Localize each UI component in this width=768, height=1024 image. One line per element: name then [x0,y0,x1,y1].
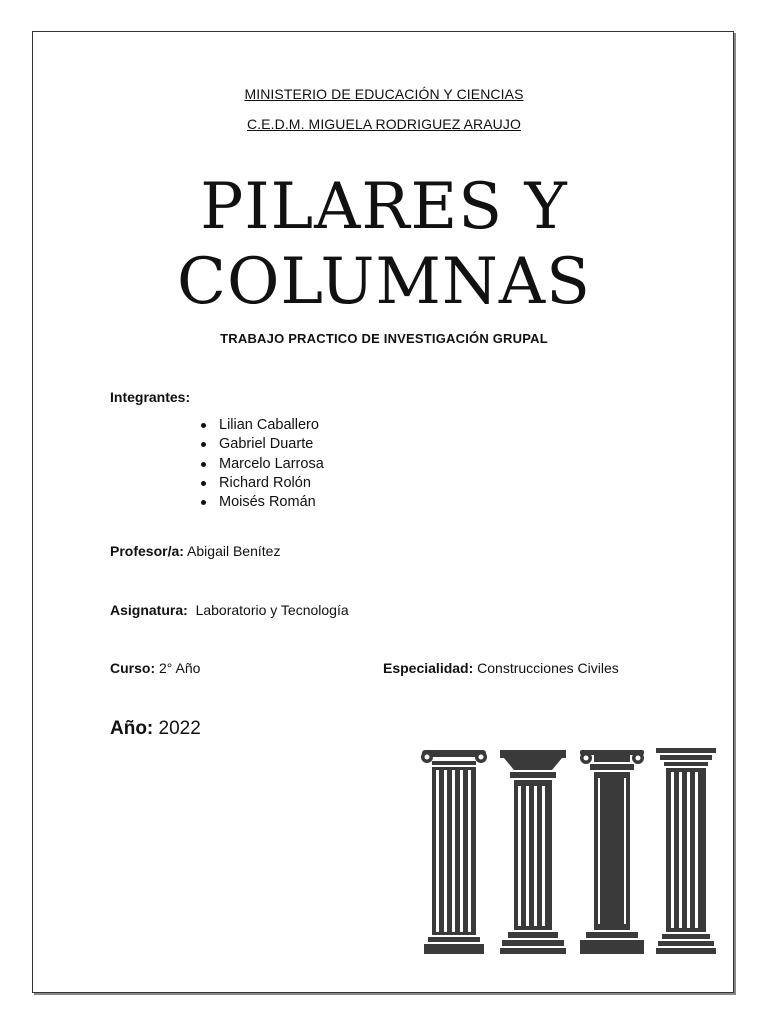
tuscan-column-icon [656,748,716,954]
specialty-value: Construcciones Civiles [477,660,619,676]
member-item [200,455,324,474]
member-name: Marcelo Larrosa [219,455,324,472]
bullet-icon [201,481,206,486]
subject-label: Asignatura: [110,602,188,618]
teacher-label: Profesor/a: [110,543,184,559]
member-item [200,435,324,454]
subject-value: Laboratorio y Tecnología [195,602,349,618]
member-item [200,416,324,435]
year-label: Año: [110,718,154,739]
teacher-value: Abigail Benítez [187,543,281,559]
member-name: Lilian Caballero [219,417,319,433]
member-name: Richard Rolón [219,474,311,491]
specialty-label: Especialidad: [383,660,474,676]
course-value: 2° Año [159,660,201,676]
subject-row [110,602,349,618]
course-row [110,660,200,676]
doric-column-icon [500,750,566,954]
specialty-row [383,660,619,676]
members-section [110,389,190,405]
member-name: Moisés Román [219,494,316,511]
member-name: Gabriel Duarte [219,436,314,453]
ministry-header: MINISTERIO DE EDUCACIÓN Y CIENCIAS [244,86,524,102]
course-label: Curso: [110,660,156,676]
year-value: 2022 [158,718,201,739]
document-title-line-1: PILARES Y [200,170,568,244]
teacher-row [110,543,280,559]
year-row [110,718,201,740]
document-title-line-2: COLUMNAS [177,245,591,319]
document-subtitle: TRABAJO PRACTICO DE INVESTIGACIÓN GRUPAL [220,331,548,346]
bullet-icon [201,442,206,447]
corinthian-column-icon [580,750,644,954]
columns-illustration-icon [418,742,718,957]
bullet-icon [201,500,206,505]
ionic-column-icon [421,750,487,954]
bullet-icon [201,423,206,428]
bullet-icon [201,462,206,467]
member-item [200,493,324,512]
members-list [200,416,324,512]
member-item [200,474,324,493]
institution-header: C.E.D.M. MIGUELA RODRIGUEZ ARAUJO [246,116,521,132]
members-label: Integrantes: [110,389,191,405]
